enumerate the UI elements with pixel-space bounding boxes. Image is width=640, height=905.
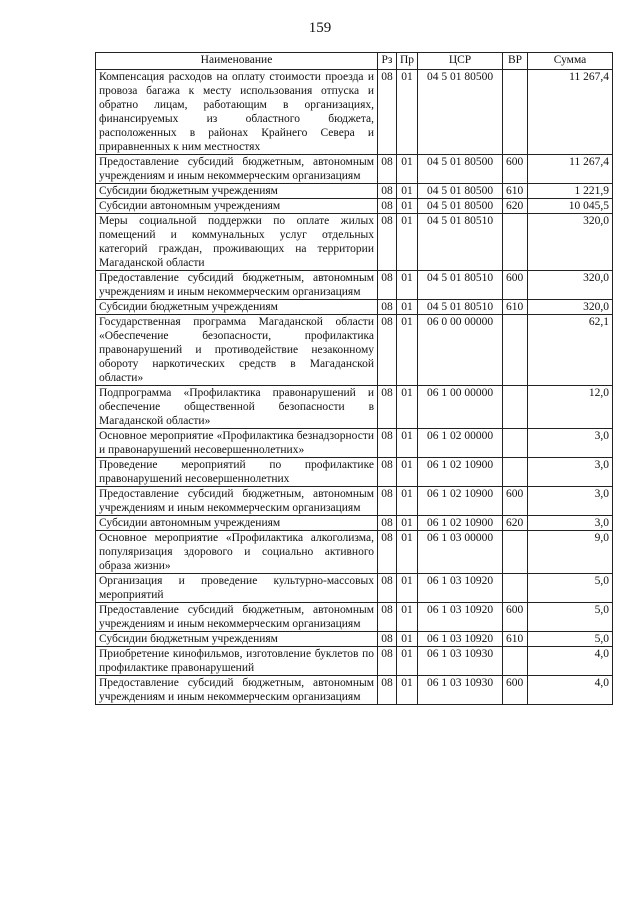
table-row xyxy=(96,676,613,705)
cell-sum: 3,0 xyxy=(528,516,613,531)
table-row xyxy=(96,603,613,632)
cell-name: Меры социальной поддержки по оплате жилых помещений и коммунальных услуг отдельных категорий граждан, проживающих на территории Магаданской области xyxy=(96,214,378,271)
cell-csr: 04 5 01 80510 xyxy=(418,300,503,315)
cell-rz: 08 xyxy=(378,516,397,531)
cell-rz: 08 xyxy=(378,574,397,603)
cell-name: Субсидии автономным учреждениям xyxy=(96,199,378,214)
cell-vr: 600 xyxy=(503,487,528,516)
cell-name: Основное мероприятие «Профилактика алкоголизма, популяризация здорового и социально активного образа жизни» xyxy=(96,531,378,574)
cell-vr xyxy=(503,214,528,271)
header-name: Наименование xyxy=(96,53,378,70)
cell-name: Субсидии автономным учреждениям xyxy=(96,516,378,531)
cell-sum: 320,0 xyxy=(528,271,613,300)
cell-csr: 06 1 03 00000 xyxy=(418,531,503,574)
cell-csr: 06 1 03 10920 xyxy=(418,603,503,632)
cell-pr: 01 xyxy=(397,70,418,155)
cell-csr: 06 1 02 10900 xyxy=(418,487,503,516)
page-number: 159 xyxy=(308,20,332,36)
table-row xyxy=(96,647,613,676)
cell-sum: 12,0 xyxy=(528,386,613,429)
cell-pr: 01 xyxy=(397,271,418,300)
cell-pr: 01 xyxy=(397,574,418,603)
cell-name: Приобретение кинофильмов, изготовление буклетов по профилактике правонарушений xyxy=(96,647,378,676)
cell-name: Основное мероприятие «Профилактика безнадзорности и правонарушений несовершеннолетних» xyxy=(96,429,378,458)
cell-pr: 01 xyxy=(397,458,418,487)
cell-pr: 01 xyxy=(397,214,418,271)
cell-rz: 08 xyxy=(378,487,397,516)
cell-sum: 3,0 xyxy=(528,487,613,516)
cell-csr: 06 1 02 10900 xyxy=(418,458,503,487)
cell-sum: 5,0 xyxy=(528,603,613,632)
table-row xyxy=(96,531,613,574)
cell-csr: 06 1 02 00000 xyxy=(418,429,503,458)
cell-vr: 610 xyxy=(503,632,528,647)
cell-rz: 08 xyxy=(378,300,397,315)
cell-vr xyxy=(503,386,528,429)
cell-vr xyxy=(503,647,528,676)
cell-name: Компенсация расходов на оплату стоимости проезда и провоза багажа к месту использования отпуска и обратно лицам, работающим в организациях, финансируемых из областного бюджета, расположенных в районах Крайнего Севера и приравненных к ним местностях xyxy=(96,70,378,155)
cell-vr: 610 xyxy=(503,184,528,199)
table-row xyxy=(96,199,613,214)
cell-csr: 06 1 03 10920 xyxy=(418,574,503,603)
cell-rz: 08 xyxy=(378,676,397,705)
cell-vr: 620 xyxy=(503,199,528,214)
cell-sum: 320,0 xyxy=(528,300,613,315)
header-vr: ВР xyxy=(503,53,528,70)
table-row xyxy=(96,386,613,429)
table-row xyxy=(96,155,613,184)
cell-pr: 01 xyxy=(397,184,418,199)
cell-name: Проведение мероприятий по профилактике правонарушений несовершеннолетних xyxy=(96,458,378,487)
cell-csr: 06 1 03 10930 xyxy=(418,647,503,676)
cell-sum: 4,0 xyxy=(528,676,613,705)
cell-pr: 01 xyxy=(397,487,418,516)
cell-pr: 01 xyxy=(397,386,418,429)
cell-name: Субсидии бюджетным учреждениям xyxy=(96,300,378,315)
cell-rz: 08 xyxy=(378,632,397,647)
cell-rz: 08 xyxy=(378,271,397,300)
table-row xyxy=(96,458,613,487)
cell-vr xyxy=(503,458,528,487)
cell-name: Субсидии бюджетным учреждениям xyxy=(96,184,378,199)
table-row xyxy=(96,574,613,603)
cell-rz: 08 xyxy=(378,429,397,458)
table-row xyxy=(96,70,613,155)
cell-vr: 600 xyxy=(503,603,528,632)
cell-name: Предоставление субсидий бюджетным, автономным учреждениям и иным некоммерческим организациям xyxy=(96,676,378,705)
cell-csr: 06 0 00 00000 xyxy=(418,315,503,386)
cell-sum: 5,0 xyxy=(528,574,613,603)
table-row xyxy=(96,516,613,531)
cell-vr xyxy=(503,70,528,155)
cell-csr: 06 1 03 10920 xyxy=(418,632,503,647)
cell-csr: 04 5 01 80510 xyxy=(418,271,503,300)
cell-csr: 04 5 01 80510 xyxy=(418,214,503,271)
cell-sum: 9,0 xyxy=(528,531,613,574)
cell-csr: 04 5 01 80500 xyxy=(418,155,503,184)
cell-sum: 4,0 xyxy=(528,647,613,676)
cell-csr: 06 1 03 10930 xyxy=(418,676,503,705)
table-header-row xyxy=(96,53,613,70)
cell-rz: 08 xyxy=(378,386,397,429)
cell-vr xyxy=(503,429,528,458)
table-row xyxy=(96,300,613,315)
table-row xyxy=(96,315,613,386)
cell-vr xyxy=(503,574,528,603)
cell-pr: 01 xyxy=(397,647,418,676)
header-pr: Пр xyxy=(397,53,418,70)
cell-name: Государственная программа Магаданской области «Обеспечение безопасности, профилактика правонарушений и противодействие незаконному обороту наркотических средств в Магаданской области» xyxy=(96,315,378,386)
cell-csr: 06 1 00 00000 xyxy=(418,386,503,429)
header-csr: ЦСР xyxy=(418,53,503,70)
cell-pr: 01 xyxy=(397,676,418,705)
cell-vr: 600 xyxy=(503,676,528,705)
cell-pr: 01 xyxy=(397,531,418,574)
cell-rz: 08 xyxy=(378,199,397,214)
cell-sum: 10 045,5 xyxy=(528,199,613,214)
cell-rz: 08 xyxy=(378,531,397,574)
cell-name: Предоставление субсидий бюджетным, автономным учреждениям и иным некоммерческим организациям xyxy=(96,487,378,516)
cell-sum: 320,0 xyxy=(528,214,613,271)
cell-rz: 08 xyxy=(378,458,397,487)
cell-vr xyxy=(503,531,528,574)
table-row xyxy=(96,487,613,516)
cell-rz: 08 xyxy=(378,315,397,386)
cell-vr: 620 xyxy=(503,516,528,531)
table-row xyxy=(96,184,613,199)
cell-csr: 04 5 01 80500 xyxy=(418,184,503,199)
cell-vr: 600 xyxy=(503,271,528,300)
header-sum: Сумма xyxy=(528,53,613,70)
cell-pr: 01 xyxy=(397,199,418,214)
cell-pr: 01 xyxy=(397,300,418,315)
cell-rz: 08 xyxy=(378,603,397,632)
cell-sum: 62,1 xyxy=(528,315,613,386)
cell-pr: 01 xyxy=(397,155,418,184)
cell-csr: 06 1 02 10900 xyxy=(418,516,503,531)
cell-name: Подпрограмма «Профилактика правонарушений и обеспечение общественной безопасности в Магаданской области» xyxy=(96,386,378,429)
cell-rz: 08 xyxy=(378,155,397,184)
cell-vr: 600 xyxy=(503,155,528,184)
cell-pr: 01 xyxy=(397,516,418,531)
cell-pr: 01 xyxy=(397,315,418,386)
header-rz: Рз xyxy=(378,53,397,70)
cell-pr: 01 xyxy=(397,632,418,647)
table-row xyxy=(96,271,613,300)
cell-csr: 04 5 01 80500 xyxy=(418,199,503,214)
cell-pr: 01 xyxy=(397,603,418,632)
cell-name: Организация и проведение культурно-массовых мероприятий xyxy=(96,574,378,603)
cell-sum: 11 267,4 xyxy=(528,70,613,155)
cell-sum: 11 267,4 xyxy=(528,155,613,184)
table-row xyxy=(96,632,613,647)
budget-table xyxy=(95,52,613,705)
cell-vr xyxy=(503,315,528,386)
cell-name: Предоставление субсидий бюджетным, автономным учреждениям и иным некоммерческим организациям xyxy=(96,603,378,632)
cell-rz: 08 xyxy=(378,70,397,155)
cell-sum: 3,0 xyxy=(528,429,613,458)
table-row xyxy=(96,429,613,458)
cell-rz: 08 xyxy=(378,214,397,271)
cell-name: Субсидии бюджетным учреждениям xyxy=(96,632,378,647)
cell-sum: 1 221,9 xyxy=(528,184,613,199)
cell-name: Предоставление субсидий бюджетным, автономным учреждениям и иным некоммерческим организациям xyxy=(96,271,378,300)
cell-csr: 04 5 01 80500 xyxy=(418,70,503,155)
cell-rz: 08 xyxy=(378,184,397,199)
cell-vr: 610 xyxy=(503,300,528,315)
cell-rz: 08 xyxy=(378,647,397,676)
cell-sum: 3,0 xyxy=(528,458,613,487)
cell-name: Предоставление субсидий бюджетным, автономным учреждениям и иным некоммерческим организациям xyxy=(96,155,378,184)
cell-sum: 5,0 xyxy=(528,632,613,647)
table-row xyxy=(96,214,613,271)
cell-pr: 01 xyxy=(397,429,418,458)
